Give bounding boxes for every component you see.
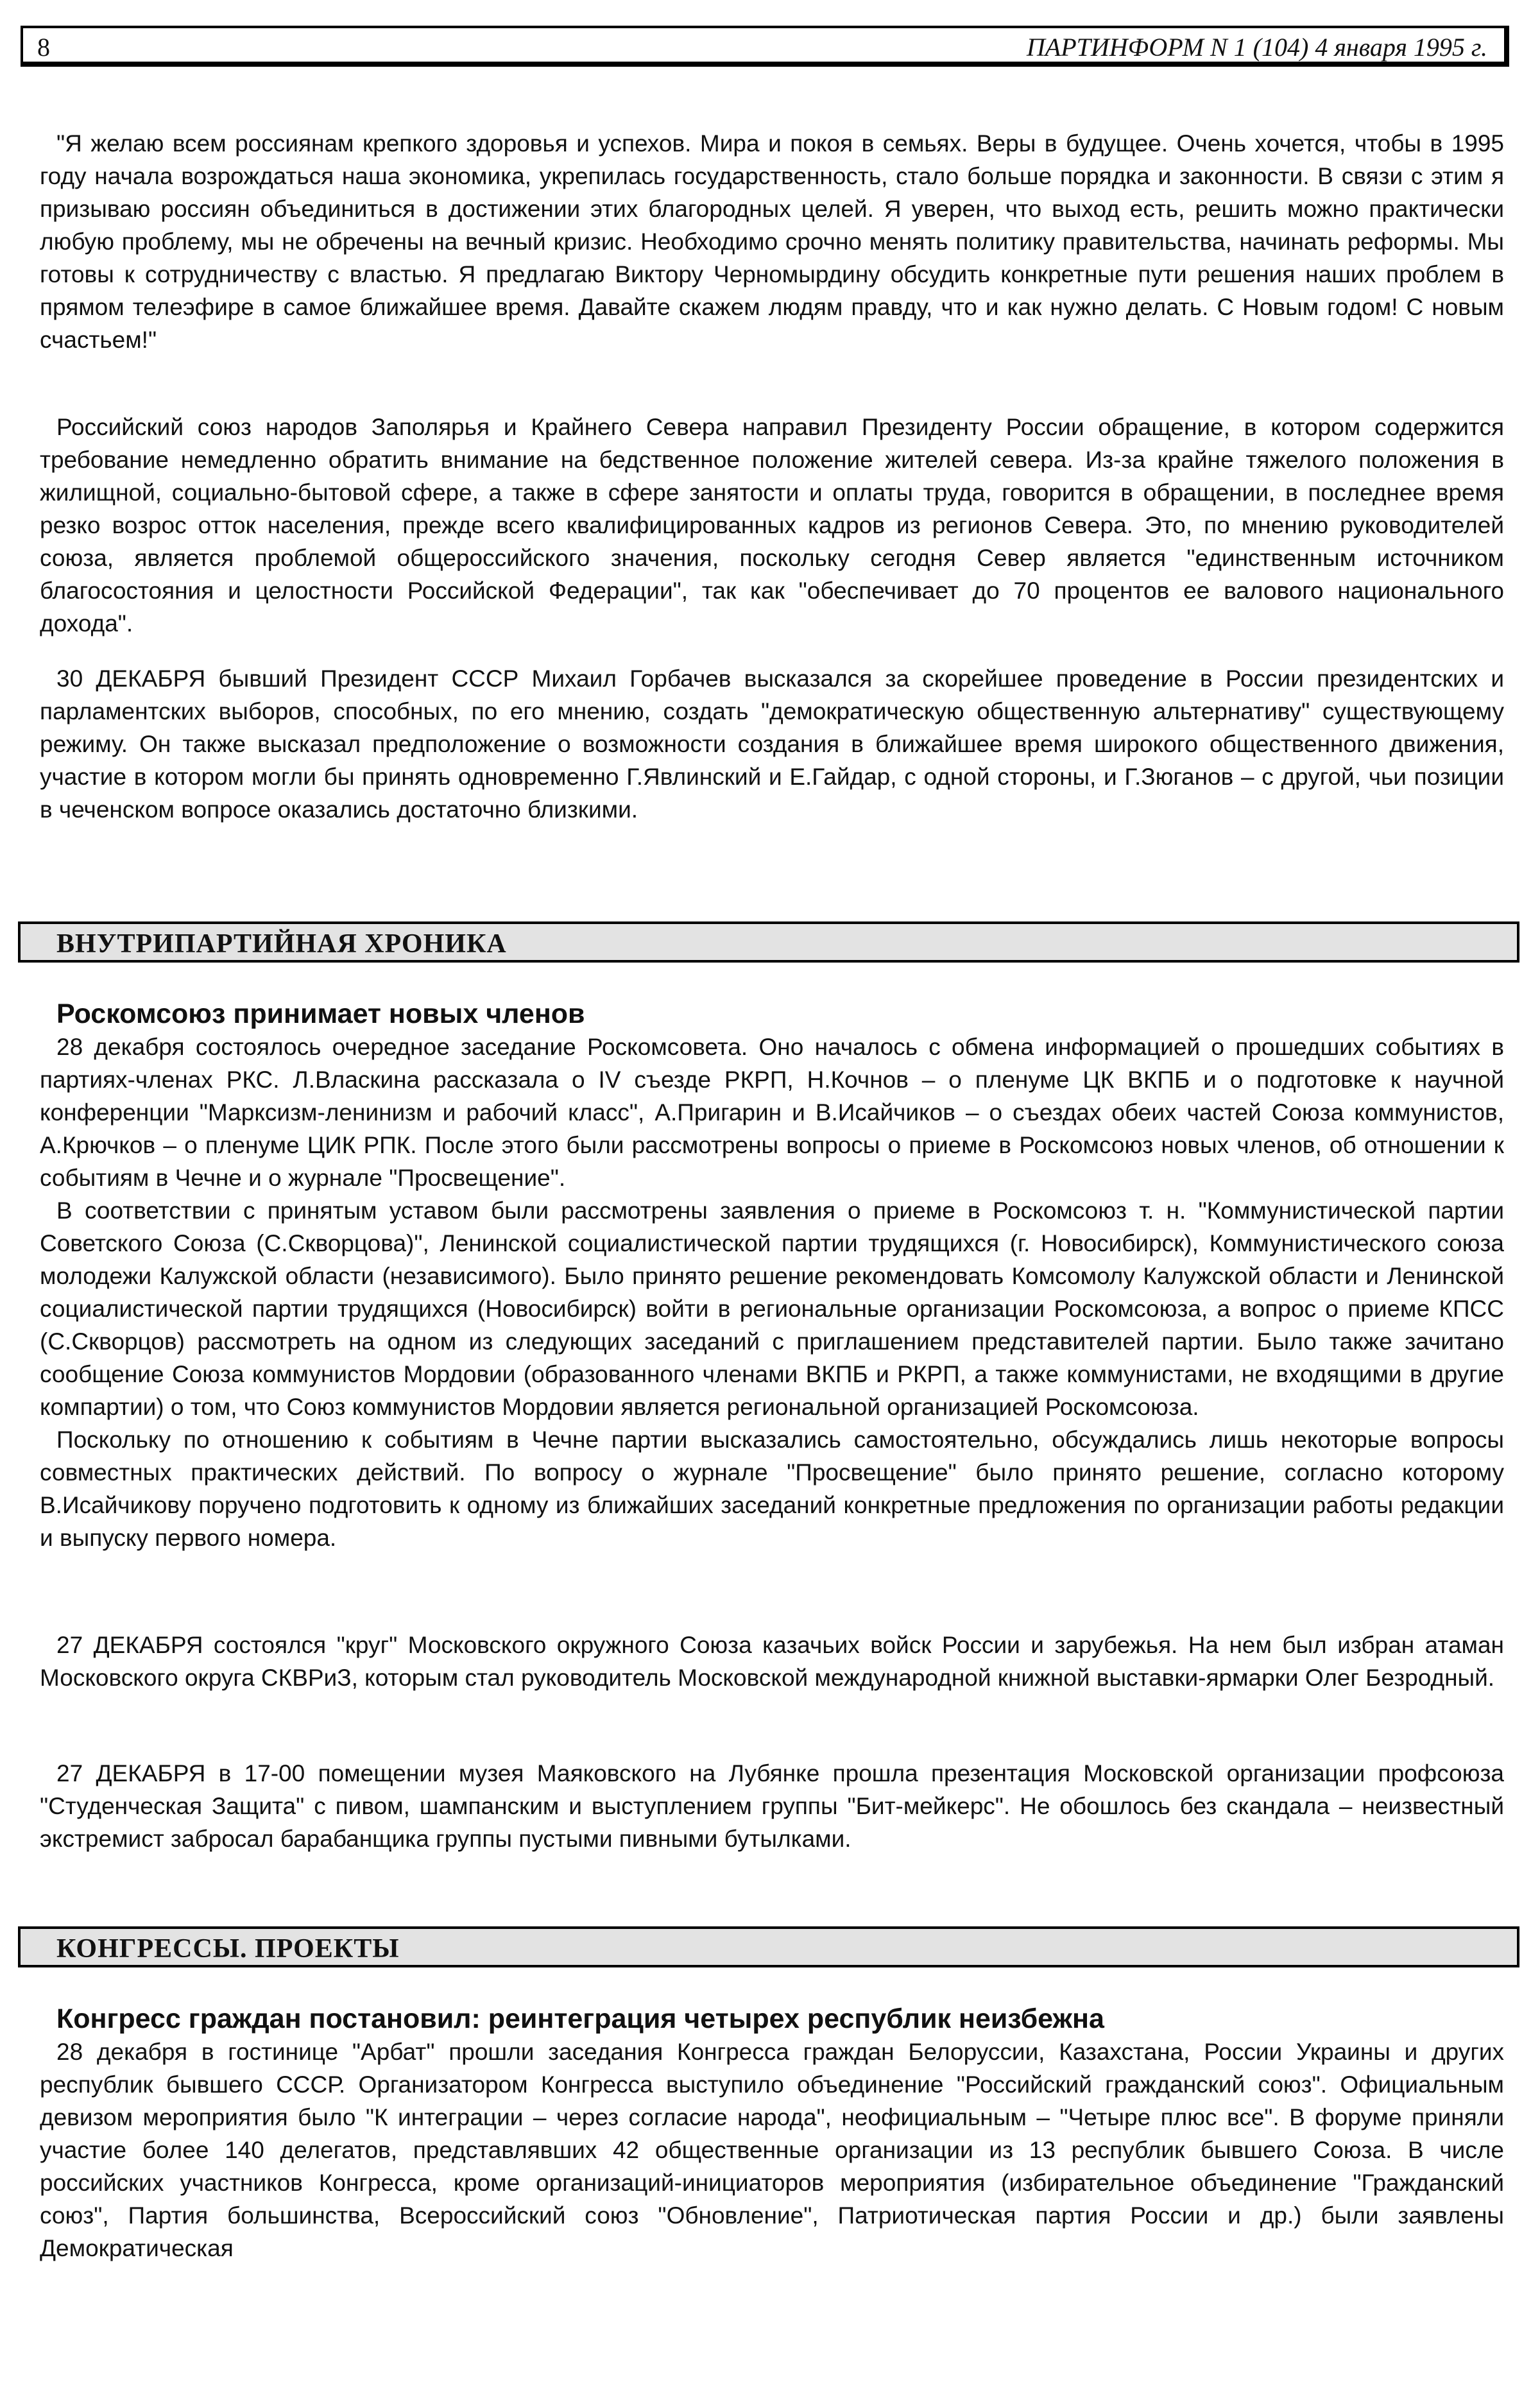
paragraph: 28 декабря в гостинице "Арбат" прошли заседания Конгресса граждан Белоруссии, Казахстана, России Украины и других республик бывшего СССР. Организатором Конгресса выступило объединение "Российский гражданский союз". Официальным девизом мероприятия было "К интеграции – через согласие народа", неофициальным – "Четыре плюс все". В форуме приняли участие более 140 делегатов, представлявших 42 общественные организации из 13 республик бывшего Союза. В числе российских участников Конгресса, кроме организаций-инициаторов мероприятия (избирательное объединение "Гражданский союз", Партия большинства, Всероссийский союз "Обновление", Патриотическая партия России и др.) были заявлены Демократическая bbox=[40, 2039, 1504, 2261]
paragraph: "Я желаю всем россиянам крепкого здоровья и успехов. Мира и покоя в семьях. Веры в будущее. Очень хочется, чтобы в 1995 году начала возрождаться наша экономика, укрепилась государственность, стало больше порядка и законности. В связи с этим я призываю россиян объединиться в достижении этих благородных целей. Я уверен, что выход есть, решить можно практически любую проблему, мы не обречены на вечный кризис. Необходимо срочно менять политику правительства, начинать реформы. Мы готовы к сотрудничеству с властью. Я предлагаю Виктору Черномырдину обсудить конкретные пути решения наших проблем в прямом телеэфире в самое ближайшее время. Давайте скажем людям правду, что и как нужно делать. С Новым годом! С новым счастьем!" bbox=[40, 130, 1504, 353]
section-title: ВНУТРИПАРТИЙНАЯ ХРОНИКА bbox=[56, 929, 507, 959]
paragraph: 27 ДЕКАБРЯ состоялся "круг" Московского окружного Союза казачьих войск России и зарубежья. На нем был избран атаман Московского округа СКВРиЗ, которым стал руководитель Московской международной книжной выставки-ярмарки Олег Безродный. bbox=[40, 1632, 1504, 1691]
congress-article bbox=[40, 2035, 1504, 2265]
cossack-item bbox=[40, 1629, 1504, 1694]
paragraph: 28 декабря состоялось очередное заседание Роскомсовета. Оно началось с обмена информацией о прошедших событиях в партиях-членах РКС. Л.Власкина рассказала о IV съезде РКРП, Н.Кочнов – о пленуме ЦК ВКПБ и о подготовке к научной конференции "Марксизм-ленинизм и рабочий класс", А.Пригарин и В.Исайчиков – о съездах обеих частей Союза коммунистов, А.Крючков – о пленуме ЦИК РПК. После этого были рассмотрены вопросы о приеме в Роскомсоюз новых членов, об отношении к событиям в Чечне и о журнале "Просвещение". bbox=[40, 1034, 1504, 1191]
paragraph: В соответствии с принятым уставом были рассмотрены заявления о приеме в Роскомсоюз т. н. "Коммунистической партии Советского Союза (С.Скворцова)", Ленинской социалистической партии трудящихся (г. Новосибирск), Коммунистического союза молодежи Калужской области (независимого). Было принято решение рекомендовать Комсомолу Калужской области и Ленинской социалистической партии трудящихся (Новосибирск) войти в региональные организации Роскомсоюза, а вопрос о приеме КПСС (С.Скворцов) рассмотреть на одном из следующих заседаний с приглашением представителей партии. Было также зачитано сообщение Союза коммунистов Мордовии (образованного членами ВКПБ и РКРП, а также коммунистами, не входящими в другие компартии) о том, что Союз коммунистов Мордовии является региональной организацией Роскомсоюза. bbox=[40, 1197, 1504, 1420]
article-headline: Роскомсоюз принимает новых членов bbox=[56, 998, 585, 1029]
paragraph: Российский союз народов Заполярья и Крайнего Севера направил Президенту России обращение, в котором содержится требование немедленно обратить внимание на бедственное положение жителей севера. Из-за крайне тяжелого положения в жилищной, социально-бытовой сфере, а также в сфере занятости и оплаты труда, говорится в обращении, в последнее время резко возрос отток населения, прежде всего квалифицированных кадров из регионов Севера. Это, по мнению руководителей союза, является проблемой общероссийского значения, поскольку сегодня Север является "единственным источником благосостояния и целостности Российской Федерации", так как "обеспечивает до 70 процентов ее валового национального дохода". bbox=[40, 414, 1504, 637]
page-number: 8 bbox=[37, 33, 50, 62]
page-header bbox=[21, 26, 1509, 67]
paragraph: Поскольку по отношению к событиям в Чечне партии высказались самостоятельно, обсуждались лишь некоторые вопросы совместных практических действий. По вопросу о журнале "Просвещение" было принято решение, согласно которому В.Исайчикову поручено подготовить к одному из ближайших заседаний конкретные предложения по организации работы редакции и выпуску первого номера. bbox=[40, 1427, 1504, 1551]
paragraph: 27 ДЕКАБРЯ в 17-00 помещении музея Маяковского на Лубянке прошла презентация Московской организации профсоюза "Студенческая Защита" с пивом, шампанским и выступлением группы "Бит-мейкерс". Не обошлось без скандала – неизвестный экстремист забросал барабанщика группы пустыми пивными бутылками. bbox=[40, 1760, 1504, 1852]
intro-quote bbox=[40, 127, 1504, 356]
section-title: КОНГРЕССЫ. ПРОЕКТЫ bbox=[56, 1934, 400, 1964]
article-headline: Конгресс граждан постановил: реинтеграция четырех республик неизбежна bbox=[56, 2003, 1104, 2034]
section-header-chronicle bbox=[18, 921, 1519, 963]
roskomsoyuz-article bbox=[40, 1031, 1504, 1554]
section-header-congresses bbox=[18, 1926, 1519, 1967]
paragraph: 30 ДЕКАБРЯ бывший Президент СССР Михаил Горбачев высказался за скорейшее проведение в России президентских и парламентских выборов, способных, по его мнению, создать "демократическую общественную альтернативу" существующему режиму. Он также высказал предположение о возможности создания в ближайшее время широкого общественного движения, участие в котором могли бы принять одновременно Г.Явлинский и Е.Гайдар, с одной стороны, и Г.Зюганов – с другой, чьи позиции в чеченском вопросе оказались достаточно близкими. bbox=[40, 665, 1504, 823]
student-union-item bbox=[40, 1757, 1504, 1855]
publication-title: ПАРТИНФОРМ N 1 (104) 4 января 1995 г. bbox=[1026, 33, 1487, 62]
gorbachev-item bbox=[40, 662, 1504, 826]
north-appeal-item bbox=[40, 411, 1504, 640]
